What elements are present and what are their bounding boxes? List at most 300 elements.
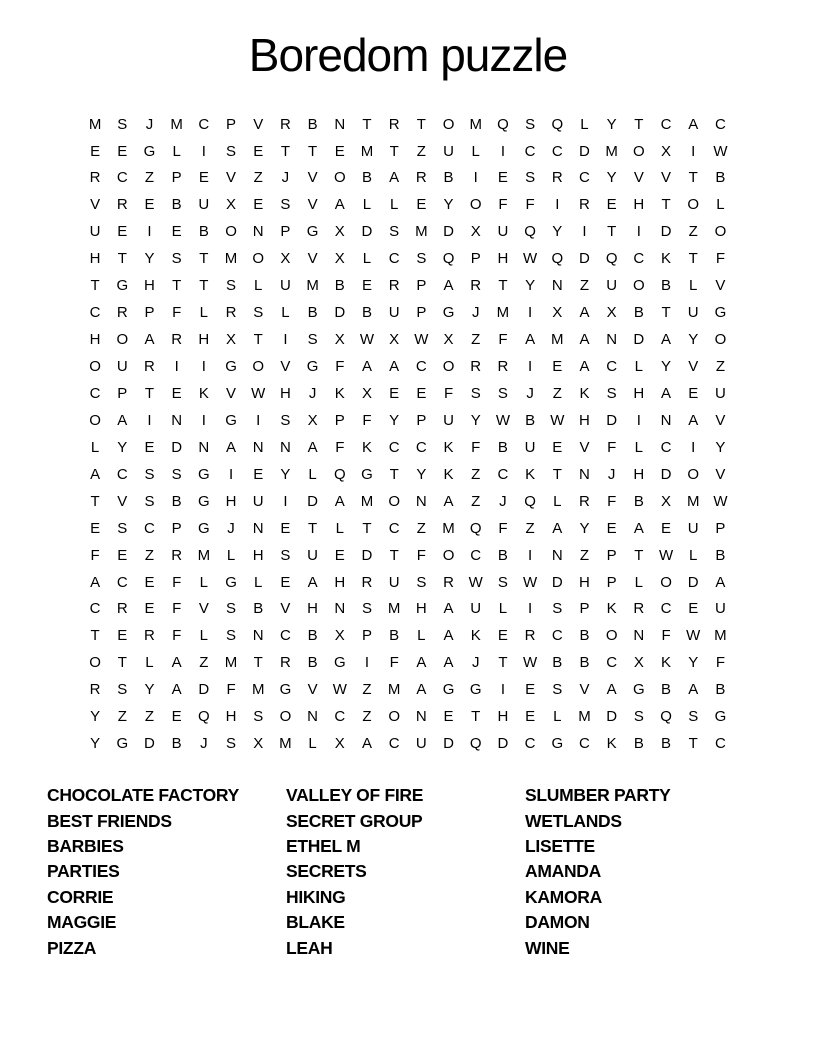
grid-letter: P [606,573,617,591]
word-item: MAGGIE [47,912,117,933]
grid-letter: R [579,196,590,214]
grid-letter: C [660,600,672,618]
grid-letter: B [361,169,372,187]
grid-letter: N [606,331,618,349]
grid-letter: R [144,358,155,376]
grid-letter: E [198,169,209,187]
grid-letter: S [688,708,699,726]
grid-letter: L [634,438,644,456]
grid-letter: H [497,708,509,726]
grid-letter: J [499,492,507,510]
grid-row [82,192,735,219]
grid-letter: D [307,492,319,510]
grid-letter: R [225,304,237,322]
grid-letter: N [551,277,563,295]
grid-letter: U [279,277,291,295]
grid-letter: V [307,250,318,268]
grid-letter: B [525,411,536,429]
grid-letter: B [579,654,590,672]
grid-letter: G [551,735,564,753]
grid-letter: G [198,465,210,483]
grid-letter: I [283,492,288,510]
grid-letter: P [470,250,481,268]
grid-letter: G [225,358,237,376]
grid-letter: E [416,196,427,214]
grid-letter: S [497,384,508,402]
grid-letter: A [606,681,617,699]
grid-letter: A [579,358,590,376]
grid-letter: M [415,223,428,241]
grid-letter: H [198,331,210,349]
grid-letter: E [171,708,182,726]
grid-letter: V [661,169,672,187]
grid-letter: G [442,681,455,699]
grid-letter: T [117,250,127,268]
grid-letter: X [470,223,481,241]
grid-letter: M [578,708,591,726]
grid-letter: F [498,331,508,349]
grid-letter: D [633,331,645,349]
grid-letter: K [579,384,590,402]
grid-row [82,489,735,516]
grid-letter: D [361,223,373,241]
word-list-column [525,783,764,961]
grid-letter: D [497,735,509,753]
grid-letter: U [470,600,482,618]
grid-letter: F [715,654,725,672]
grid-letter: E [144,438,155,456]
word-item: SECRET GROUP [286,810,423,831]
grid-letter: U [307,546,319,564]
grid-letter: P [117,384,128,402]
grid-letter: M [387,600,401,618]
grid-letter: A [688,681,699,699]
grid-letter: S [470,384,481,402]
grid-letter: H [279,384,291,402]
grid-letter: T [661,196,671,214]
grid-letter: O [714,223,727,241]
page-title: Boredom puzzle [248,29,568,81]
grid-letter: B [633,492,644,510]
grid-letter: T [308,142,318,160]
grid-letter: M [360,142,374,160]
grid-row [82,354,735,381]
grid-letter: O [89,411,101,429]
grid-row [82,516,735,543]
grid-letter: K [661,654,672,672]
grid-letter: V [226,169,237,187]
grid-letter: T [362,115,372,133]
grid-letter: U [524,438,536,456]
grid-letter: G [306,358,319,376]
grid-letter: B [334,277,345,295]
grid-letter: U [687,519,699,537]
word-item: BLAKE [286,912,345,933]
grid-letter: S [633,708,644,726]
grid-letter: R [361,573,373,591]
grid-letter: C [714,735,726,753]
grid-letter: B [171,735,182,753]
grid-letter: Z [471,465,481,483]
grid-letter: U [687,304,699,322]
grid-letter: A [661,384,672,402]
grid-letter: A [443,654,454,672]
grid-letter: Z [416,142,426,160]
grid-letter: O [442,115,455,133]
grid-letter: O [442,546,455,564]
grid-letter: E [525,708,536,726]
grid-letter: V [307,196,318,214]
grid-letter: Z [579,277,590,295]
grid-letter: N [252,627,264,645]
grid-letter: A [334,492,345,510]
grid-letter: U [89,223,101,241]
grid-letter: Y [661,358,672,376]
grid-letter: N [415,708,427,726]
grid-letter: E [416,384,427,402]
grid-letter: A [443,600,454,618]
grid-row [82,219,735,246]
grid-letter: J [471,654,480,672]
grid-letter: L [90,438,100,456]
grid-letter: I [201,411,206,429]
grid-letter: A [443,627,454,645]
grid-letter: E [280,573,291,591]
grid-letter: Y [389,411,400,429]
grid-letter: B [198,223,209,241]
grid-letter: C [470,546,482,564]
grid-row [82,570,735,597]
grid-letter: Q [551,250,564,268]
grid-letter: O [388,708,400,726]
grid-letter: U [252,492,264,510]
grid-letter: Y [144,250,155,268]
grid-letter: F [172,600,182,618]
grid-letter: T [308,519,318,537]
grid-letter: L [634,573,644,591]
grid-letter: P [361,627,372,645]
grid-letter: M [496,304,510,322]
grid-letter: C [388,519,400,537]
grid-letter: V [633,169,644,187]
grid-letter: T [607,223,617,241]
grid-letter: C [714,115,726,133]
grid-letter: H [225,708,237,726]
grid-letter: N [579,465,590,483]
grid-letter: F [172,627,182,645]
grid-letter: C [579,735,590,753]
grid-letter: X [226,331,237,349]
grid-letter: T [688,735,698,753]
grid-letter: L [254,277,263,295]
grid-letter: R [116,196,128,214]
grid-letter: C [579,169,590,187]
grid-letter: D [361,546,373,564]
grid-letter: M [306,277,319,295]
grid-letter: T [389,546,399,564]
word-item: LEAH [286,937,333,958]
grid-letter: Q [605,250,618,268]
grid-letter: C [660,115,672,133]
grid-row [82,327,735,354]
grid-letter: P [579,600,590,618]
grid-letter: X [307,411,318,429]
word-item: LISETTE [525,835,595,856]
grid-letter: A [171,681,182,699]
grid-letter: X [334,627,345,645]
grid-letter: Q [497,115,509,133]
word-list-column [286,783,525,961]
grid-letter: C [551,627,563,645]
grid-letter: F [416,546,426,564]
grid-letter: W [495,411,510,429]
grid-letter: J [308,384,317,402]
grid-letter: G [198,492,210,510]
grid-letter: P [416,411,427,429]
grid-letter: P [606,546,617,564]
grid-letter: C [89,600,101,618]
grid-row [82,462,735,489]
grid-letter: Y [117,438,128,456]
grid-letter: A [552,519,563,537]
grid-letter: W [468,573,483,591]
grid-letter: R [470,277,482,295]
grid-letter: J [145,115,154,133]
grid-letter: Y [688,331,699,349]
grid-letter: W [713,142,728,160]
grid-letter: Q [524,223,536,241]
grid-letter: T [634,115,644,133]
grid-letter: Y [280,465,291,483]
grid-letter: L [362,250,372,268]
grid-letter: G [143,142,156,160]
grid-letter: S [117,115,128,133]
grid-letter: T [172,277,182,295]
grid-letter: V [715,465,726,483]
grid-letter: G [116,277,129,295]
grid-letter: G [198,519,210,537]
grid-letter: L [254,573,263,591]
grid-letter: E [280,519,291,537]
grid-letter: V [90,196,101,214]
grid-letter: B [661,735,672,753]
grid-letter: K [661,250,672,268]
grid-letter: Z [362,708,372,726]
grid-letter: A [525,331,536,349]
grid-letter: J [281,169,290,187]
grid-letter: N [198,438,210,456]
grid-letter: N [633,627,645,645]
grid-letter: O [442,358,455,376]
grid-row [82,273,735,300]
grid-letter: D [171,438,183,456]
grid-letter: X [661,142,672,160]
grid-letter: E [552,358,563,376]
grid-letter: Q [660,708,672,726]
grid-letter: Z [144,708,155,726]
word-item: BARBIES [47,835,124,856]
grid-letter: J [227,519,235,537]
grid-letter: Z [471,492,481,510]
grid-letter: B [497,546,508,564]
grid-letter: F [443,384,454,402]
grid-letter: F [172,573,182,591]
grid-letter: L [362,196,372,214]
grid-letter: A [307,573,318,591]
grid-letter: C [116,169,128,187]
grid-letter: U [714,600,726,618]
grid-letter: F [335,358,345,376]
grid-letter: L [689,546,698,564]
grid-letter: S [226,627,237,645]
grid-letter: E [253,465,264,483]
grid-letter: A [661,331,672,349]
grid-letter: I [283,331,288,349]
grid-letter: I [256,411,261,429]
grid-row [82,165,735,192]
grid-letter: V [579,681,590,699]
grid-letter: K [198,384,209,402]
grid-letter: A [307,438,318,456]
grid-letter: C [415,438,427,456]
grid-letter: W [359,331,375,349]
grid-letter: R [144,627,155,645]
grid-letter: X [334,223,345,241]
grid-letter: M [197,546,211,564]
word-item: BEST FRIENDS [47,810,172,831]
grid-letter: N [252,438,264,456]
grid-letter: T [362,519,372,537]
grid-letter: G [361,465,373,483]
grid-letter: X [389,331,400,349]
grid-letter: M [442,519,455,537]
grid-letter: F [715,250,725,268]
grid-letter: C [388,250,400,268]
grid-letter: I [636,223,641,241]
grid-letter: E [661,519,672,537]
grid-letter: L [308,735,317,753]
word-item: WETLANDS [525,810,622,831]
grid-letter: X [334,735,345,753]
grid-letter: R [171,331,183,349]
grid-letter: A [389,358,400,376]
grid-letter: W [414,331,429,349]
grid-letter: N [334,600,346,618]
grid-letter: X [361,384,372,402]
grid-letter: X [606,304,617,322]
grid-letter: F [661,627,671,645]
grid-letter: C [524,142,536,160]
grid-letter: V [715,277,726,295]
grid-letter: P [416,304,427,322]
grid-letter: L [471,142,480,160]
grid-letter: E [144,573,155,591]
grid-letter: C [606,358,618,376]
grid-letter: T [661,304,671,322]
grid-letter: Q [469,519,482,537]
grid-letter: N [252,223,264,241]
grid-letter: J [471,304,480,322]
grid-letter: P [226,115,237,133]
grid-letter: D [198,681,210,699]
grid-letter: U [388,304,400,322]
grid-letter: H [252,546,264,564]
grid-letter: R [415,169,427,187]
grid-letter: C [660,438,672,456]
grid-letter: H [633,384,645,402]
grid-letter: H [579,411,590,429]
grid-letter: Y [470,411,481,429]
grid-letter: N [334,115,346,133]
grid-letter: T [471,708,481,726]
grid-letter: R [89,169,101,187]
grid-letter: X [253,735,264,753]
grid-letter: A [715,573,726,591]
grid-letter: D [660,465,672,483]
grid-letter: Z [688,223,698,241]
grid-letter: T [688,250,698,268]
grid-letter: X [334,250,345,268]
grid-row [82,596,735,623]
grid-letter: Z [715,358,725,376]
grid-letter: B [579,627,590,645]
grid-letter: E [334,142,345,160]
grid-letter: C [415,358,427,376]
grid-letter: G [714,304,727,322]
grid-letter: I [528,304,533,322]
grid-letter: X [633,654,644,672]
grid-letter: R [171,546,183,564]
grid-letter: S [171,465,182,483]
grid-letter: V [280,600,291,618]
grid-letter: G [225,411,237,429]
grid-letter: M [469,115,482,133]
grid-letter: T [552,465,562,483]
grid-letter: C [116,573,128,591]
grid-letter: M [279,735,292,753]
grid-letter: B [497,438,508,456]
grid-letter: M [360,492,374,510]
grid-letter: I [528,600,533,618]
grid-letter: S [117,519,128,537]
grid-letter: F [335,438,345,456]
grid-letter: S [226,277,237,295]
grid-letter: Y [715,438,726,456]
grid-letter: B [715,169,726,187]
grid-letter: D [606,708,618,726]
word-item: KAMORA [525,886,602,907]
grid-letter: L [199,627,209,645]
word-item: SECRETS [286,861,367,882]
grid-letter: B [661,277,672,295]
grid-letter: C [497,465,509,483]
grid-letter: B [253,600,264,618]
grid-letter: L [199,304,209,322]
grid-letter: Y [144,681,155,699]
grid-letter: A [389,169,400,187]
grid-letter: A [361,735,372,753]
grid-letter: Z [117,708,127,726]
grid-letter: R [579,492,590,510]
grid-letter: S [416,250,427,268]
grid-letter: S [144,492,155,510]
grid-letter: O [633,277,645,295]
grid-letter: E [606,519,617,537]
grid-letter: X [443,331,454,349]
grid-letter: Z [253,169,263,187]
grid-letter: U [714,384,726,402]
grid-letter: C [89,384,101,402]
